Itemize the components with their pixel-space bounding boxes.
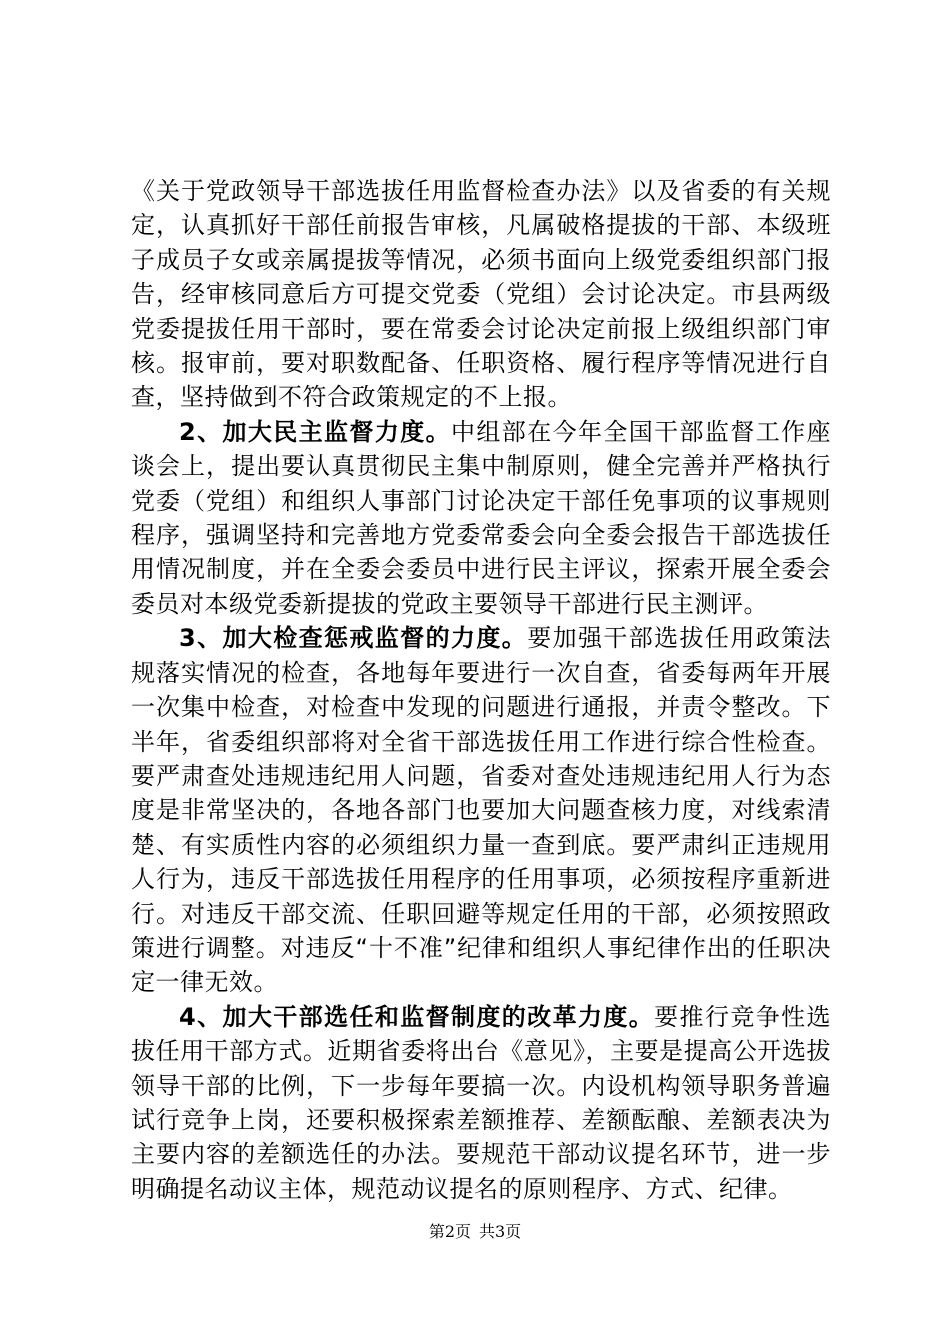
paragraph-1-text: 《关于党政领导干部选拔任用监督检查办法》以及省委的有关规定，认真抓好干部任前报告审核，凡属破格提拔的干部、本级班子成员子女或亲属提拔等情况，必须书面向上级党委组织部门报告，经审核同意后方可提交党委（党组）会讨论决定。市县两级党委提拔任用干部时，要在常委会讨论决定前报上级组织部门审核。报审前，要对职数配备、任职资格、履行程序等情况进行自查，坚持做到不符合政策规定的不上报。 [131, 177, 831, 412]
paragraph-2 [131, 415, 831, 621]
paragraph-2-text: 中组部在今年全国干部监督工作座谈会上，提出要认真贯彻民主集中制原则，健全完善并严格执行党委（党组）和组织人事部门讨论决定干部任免事项的议事规则程序，强调坚持和完善地方党委常委会向全委会报告干部选拔任用情况制度，并在全委会委员中进行民主评议，探索开展全委会委员对本级党委新提拔的党政主要领导干部进行民主测评。 [131, 417, 832, 618]
paragraph-3-heading: 3、加大检查惩戒监督的力度。 [179, 624, 528, 653]
paragraph-2-heading: 2、加大民主监督力度。 [179, 417, 452, 446]
paragraph-4-text: 要推行竞争性选拔任用干部方式。近期省委将出台《意见》，主要是提高公开选拔领导干部的比例，下一步每年要搞一次。内设机构领导职务普遍试行竞争上岗，还要积极探索差额推荐、差额酝酿、差额表决为主要内容的差额选任的办法。要规范干部动议提名环节，进一步明确提名动议主体，规范动议提名的原则程序、方式、纪律。 [131, 1002, 832, 1203]
page-footer [0, 1222, 950, 1242]
document-body [131, 174, 831, 1206]
paragraph-3-text: 要加强干部选拔任用政策法规落实情况的检查，各地每年要进行一次自查，省委每两年开展一次集中检查，对检查中发现的问题进行通报，并责令整改。下半年，省委组织部将对全省干部选拔任用工作进行综合性检查。要严肃查处违规违纪用人问题，省委对查处违规违纪用人行为态度是非常坚决的，各地各部门也要加大问题查核力度，对线索清楚、有实质性内容的必须组织力量一查到底。要严肃纠正违规用人行为，违反干部选拔任用程序的任用事项，必须按程序重新进行。对违反干部交流、任职回避等规定任用的干部，必须按照政策进行调整。对违反“十不准”纪律和组织人事纪律作出的任职决定一律无效。 [131, 624, 831, 997]
paragraph-1 [131, 174, 831, 415]
page-total: 共3页 [479, 1222, 522, 1241]
page-number: 第2页 [428, 1222, 471, 1241]
paragraph-3 [131, 621, 831, 999]
paragraph-4 [131, 1000, 831, 1206]
paragraph-4-heading: 4、加大干部选任和监督制度的改革力度。 [179, 1002, 655, 1031]
